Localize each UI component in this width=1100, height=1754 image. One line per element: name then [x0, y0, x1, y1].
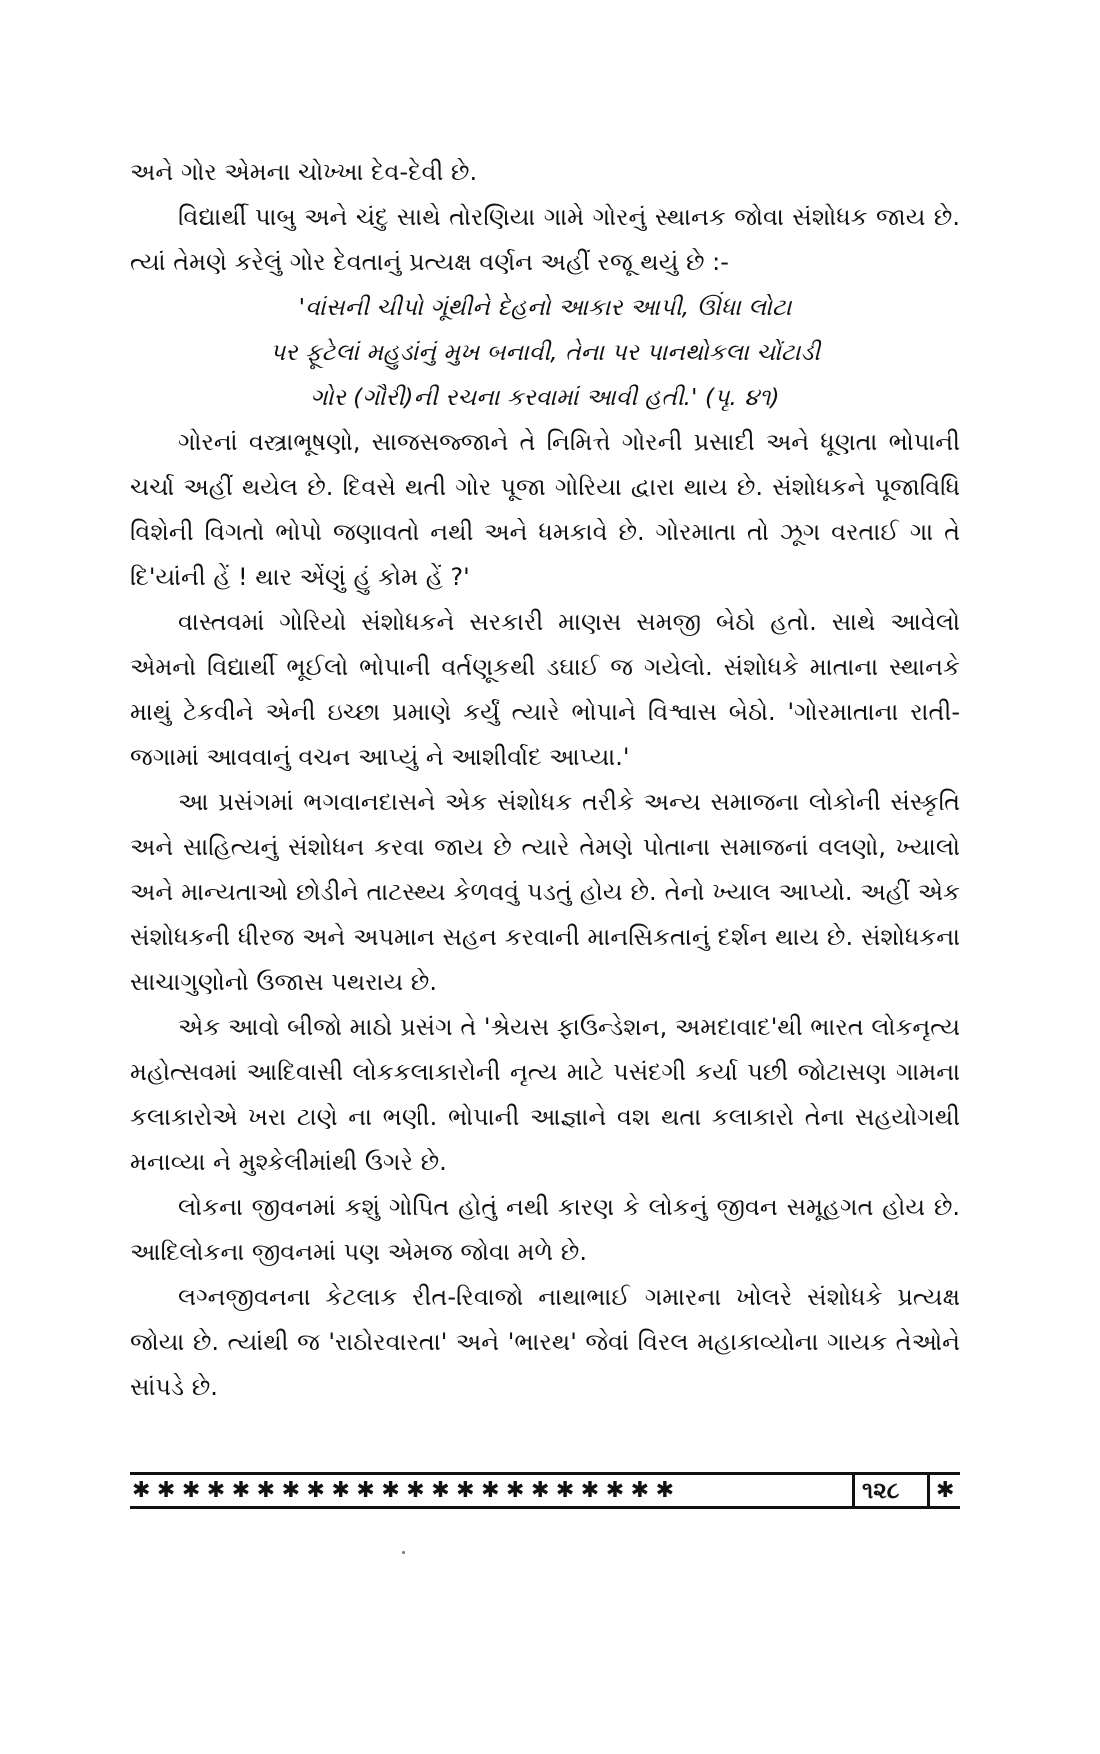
- footer-rule-top: [130, 1472, 960, 1475]
- footer-end-star: ✱: [936, 1478, 955, 1503]
- quote-line: પર ફૂટેલાં મહુડાંનું મુખ બનાવી, તેના પર પાનથોકલા ચોંટાડી: [270, 338, 820, 366]
- page-footer: [130, 1472, 960, 1512]
- quote-line: ગોર (ગૌરી)ની રચના કરવામાં આવી હતી.' (પૃ. ૪૧): [310, 383, 780, 411]
- paragraph: આ પ્રસંગમાં ભગવાનદાસને એક સંશોધક તરીકે અન્ય સમાજના લોકોની સંસ્કૃતિ અને સાહિત્યનું સંશોધન કરવા જાય છે ત્યારે તેમણે પોતાના સમાજનાં વલણો, ખ્યાલો અને માન્યતાઓ છોડીને તાટસ્થ્ય કેળવવું પડતું હોય છે. તેનો ખ્યાલ આપ્યો. અહીં એક સંશોધકની ધીરજ અને અપમાન સહન કરવાની માનસિકતાનું દર્શન થાય છે. સંશોધકના સાચાગુણોનો ઉજાસ પથરાય છે.: [130, 788, 960, 996]
- block-quote: [130, 285, 960, 420]
- paragraph: વિદ્યાર્થી પાબુ અને ચંદુ સાથે તોરણિયા ગામે ગોરનું સ્થાનક જોવા સંશોધક જાય છે. ત્યાં તેમણે કરેલું ગોર દેવતાનું પ્રત્યક્ષ વર્ણન અહીં રજૂ થયું છે :-: [130, 203, 960, 276]
- page-body: [130, 150, 960, 1410]
- paragraph: એક આવો બીજો માઠો પ્રસંગ તે 'શ્રેયસ ફાઉન્ડેશન, અમદાવાદ'થી ભારત લોકનૃત્ય મહોત્સવમાં આદિવાસી લોકકલાકારોની નૃત્ય માટે પસંદગી કર્યા પછી જોટાસણ ગામના કલાકારોએ ખરા ટાણે ના ભણી. ભોપાની આજ્ઞાને વશ થતા કલાકારો તેના સહયોગથી મનાવ્યા ને મુશ્કેલીમાંથી ઉગરે છે.: [130, 1013, 960, 1176]
- paragraph: વાસ્તવમાં ગોરિયો સંશોધકને સરકારી માણસ સમજી બેઠો હતો. સાથે આવેલો એમનો વિદ્યાર્થી ભૂઈલો ભોપાની વર્તણૂકથી ડઘાઈ જ ગયેલો. સંશોધકે માતાના સ્થાનકે માથું ટેકવીને એની ઇચ્છા પ્રમાણે કર્યું ત્યારે ભોપાને વિશ્વાસ બેઠો. 'ગોરમાતાના રાતી-જગામાં આવવાનું વચન આપ્યું ને આશીર્વાદ આપ્યા.': [130, 608, 960, 771]
- paragraph: ગોરનાં વસ્ત્રાભૂષણો, સાજસજ્જાને તે નિમિત્તે ગોરની પ્રસાદી અને ધૂણતા ભોપાની ચર્ચા અહીં થયેલ છે. દિવસે થતી ગોર પૂજા ગોરિયા દ્વારા થાય છે. સંશોધકને પૂજાવિધિ વિશેની વિગતો ભોપો જણાવતો નથી અને ધમકાવે છે. ગોરમાતા તો ઝૂગ વરતાઈ ગા તે દિ'યાંની હેં ! થાર એંણું હું કોમ હેં ?': [130, 428, 960, 591]
- paragraph: લોકના જીવનમાં કશું ગોપિત હોતું નથી કારણ કે લોકનું જીવન સમૂહગત હોય છે. આદિલોકના જીવનમાં પણ એમજ જોવા મળે છે.: [130, 1193, 960, 1266]
- paragraph: અને ગોર એમના ચોખ્ખા દેવ-દેવી છે.: [130, 158, 478, 186]
- quote-line: 'વાંસની ચીપો ગૂંથીને દેહનો આકાર આપી, ઊંધા લોટા: [298, 293, 792, 321]
- footer-rule-bottom: [130, 1506, 960, 1509]
- footer-divider: [852, 1472, 855, 1509]
- page-number: ૧૨૮: [862, 1478, 900, 1504]
- footer-divider: [927, 1472, 930, 1509]
- print-speck: [402, 1551, 405, 1554]
- paragraph: લગ્નજીવનના કેટલાક રીત-રિવાજો નાથાભાઈ ગમારના ખોલરે સંશોધકે પ્રત્યક્ષ જોયા છે. ત્યાંથી જ 'રાઠોરવારતા' અને 'ભારથ' જેવાં વિરલ મહાકાવ્યોના ગાયક તેઓને સાંપડે છે.: [130, 1283, 960, 1401]
- footer-star-border: ✱✱✱✱✱✱✱✱✱✱✱✱✱✱✱✱✱✱✱✱✱✱: [132, 1478, 681, 1503]
